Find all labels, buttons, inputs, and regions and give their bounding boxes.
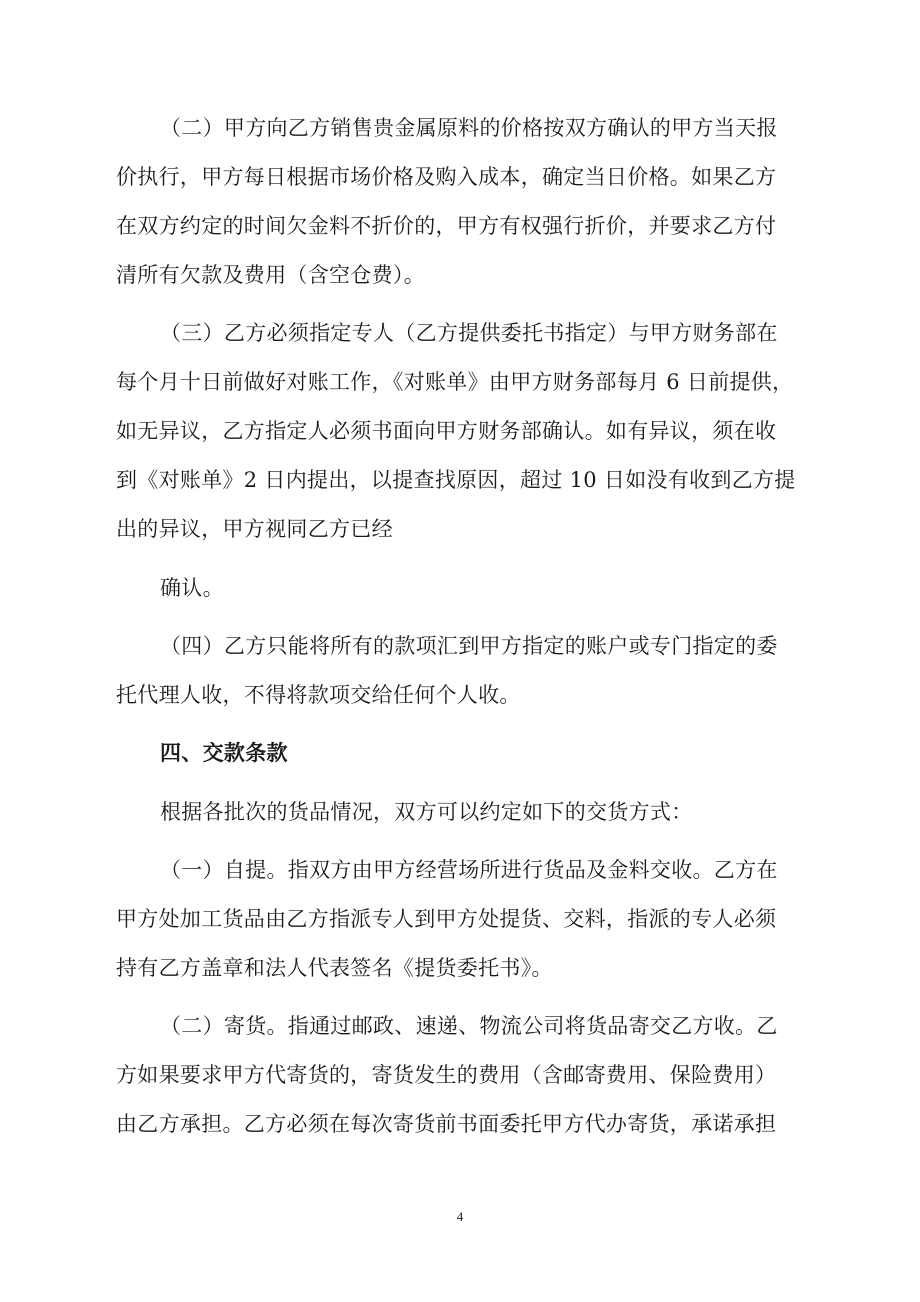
- paragraph-4-1-line-2: 甲方处加工货品由乙方指派专人到甲方处提货、交料，指派的专人必须: [116, 907, 777, 931]
- paragraph-2-3-line-3: 如无异议，乙方指定人必须书面向甲方财务部确认。如有异议，须在收: [116, 419, 777, 443]
- paragraph-2-2-line-4: 清所有欠款及费用（含空仓费）。: [116, 263, 425, 287]
- paragraph-4-2-line-1: （二）寄货。指通过邮政、速递、物流公司将货品寄交乙方收。乙: [160, 1014, 778, 1038]
- section-4-heading: 四、交款条款: [160, 740, 288, 765]
- paragraph-2-4-line-1: （四）乙方只能将所有的款项汇到甲方指定的账户或专门指定的委: [160, 634, 778, 658]
- paragraph-2-2-line-2: 价执行，甲方每日根据市场价格及购入成本，确定当日价格。如果乙方: [116, 165, 777, 189]
- paragraph-4-2-line-2: 方如果要求甲方代寄货的，寄货发生的费用（含邮寄费用、保险费用）: [116, 1063, 777, 1087]
- paragraph-4-1-line-3: 持有乙方盖章和法人代表签名《提货委托书》。: [116, 956, 553, 980]
- paragraph-2-3-line-5: 出的异议，甲方视同乙方已经: [116, 517, 393, 541]
- paragraph-4-2-line-3: 由乙方承担。乙方必须在每次寄货前书面委托甲方代办寄货，承诺承担: [116, 1112, 777, 1136]
- paragraph-4-1-line-1: （一）自提。指双方由甲方经营场所进行货品及金料交收。乙方在: [160, 858, 778, 882]
- paragraph-2-3-line-1: （三）乙方必须指定专人（乙方提供委托书指定）与甲方财务部在: [160, 321, 778, 345]
- page-number: 4: [456, 1209, 464, 1224]
- paragraph-2-2-line-3: 在双方约定的时间欠金料不折价的，甲方有权强行折价，并要求乙方付: [116, 214, 777, 238]
- paragraph-2-3-line-4: 到《对账单》2 日内提出，以提查找原因，超过 10 日如没有收到乙方提: [116, 468, 796, 492]
- paragraph-2-2-line-1: （二）甲方向乙方销售贵金属原料的价格按双方确认的甲方当天报: [160, 116, 778, 140]
- paragraph-2-4-line-2: 托代理人收，不得将款项交给任何个人收。: [116, 683, 521, 707]
- section-4-intro: 根据各批次的货品情况，双方可以约定如下的交货方式：: [160, 800, 693, 824]
- paragraph-2-3-line-2: 每个月十日前做好对账工作，《对账单》由甲方财务部每月 6 日前提供，: [116, 370, 794, 394]
- paragraph-2-3-line-6: 确认。: [160, 576, 224, 600]
